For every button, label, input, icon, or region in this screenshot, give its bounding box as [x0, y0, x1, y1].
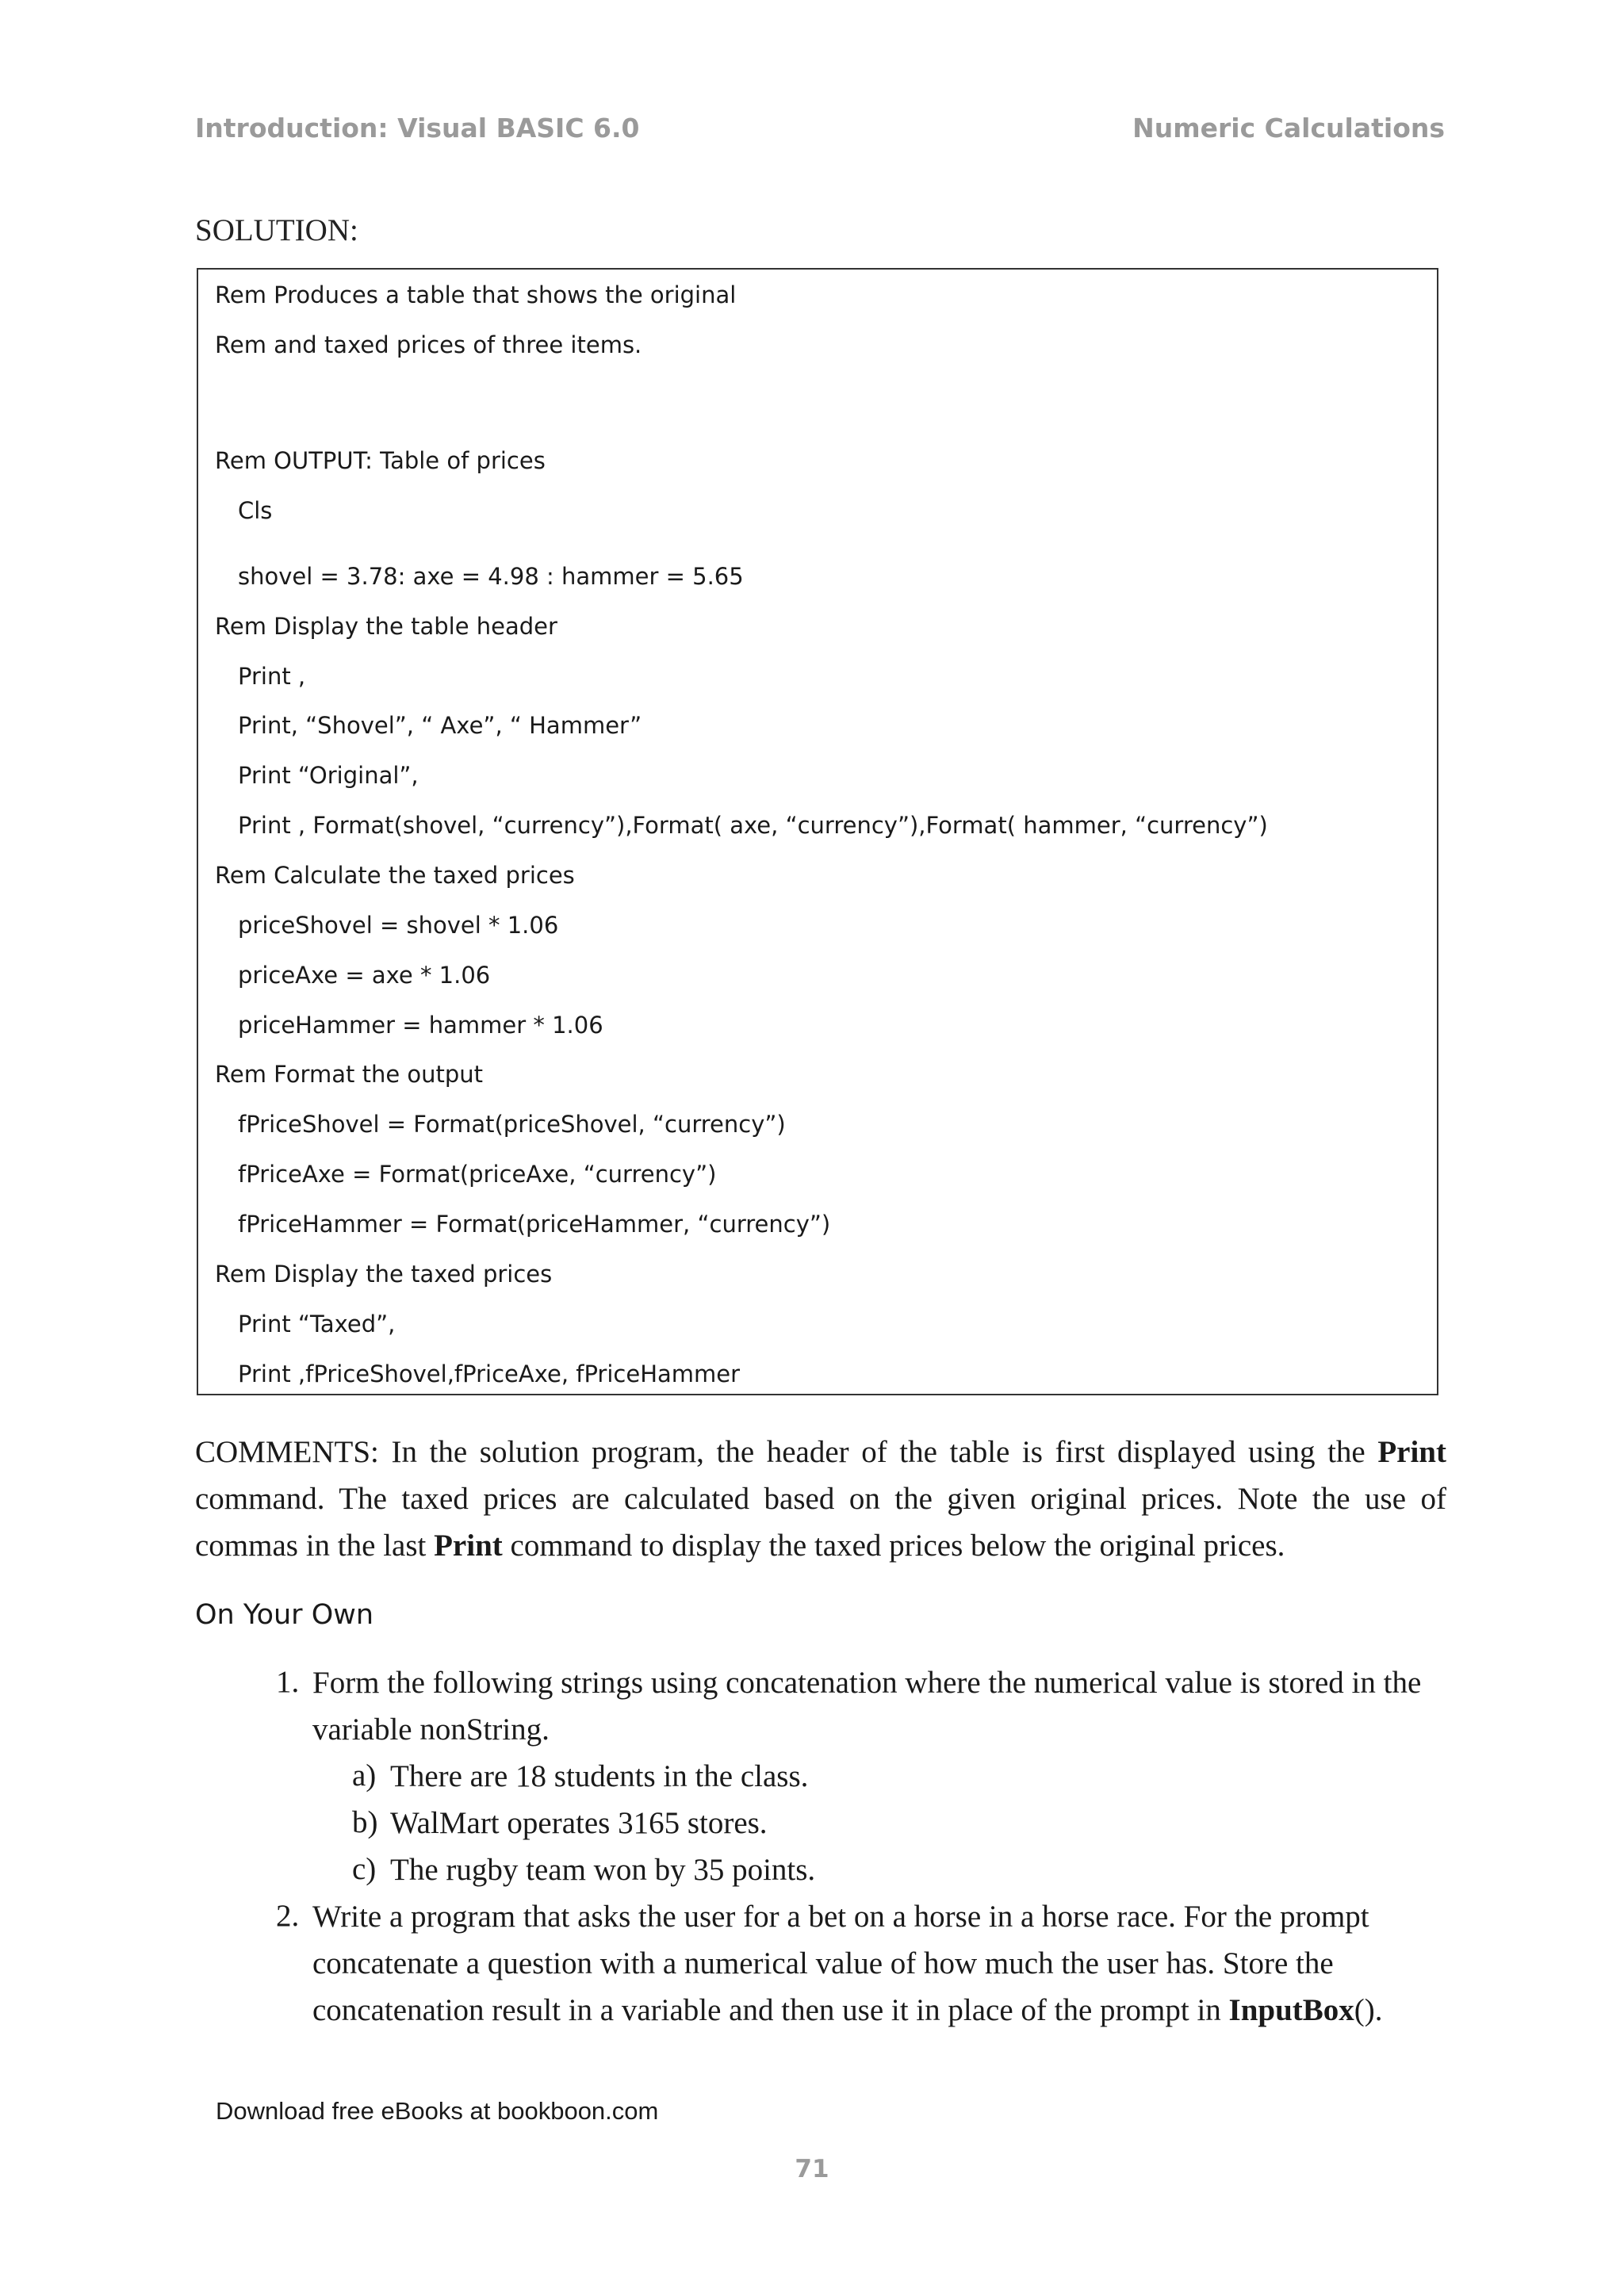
comments-paragraph: COMMENTS: In the solution program, the header of the table is first displayed using the Print command. The taxed prices are calculated based on the given original prices. Note the use of commas in the last Print command to display the taxed prices below the original prices. [195, 1435, 1446, 1563]
sub-item-label: c) [352, 1852, 377, 1886]
code-line: Print “Taxed”, [238, 1311, 396, 1337]
code-line: Print , [238, 663, 306, 690]
code-line: Cls [238, 497, 273, 524]
solution-label: SOLUTION: [195, 213, 358, 247]
code-line: Rem Display the taxed prices [215, 1261, 553, 1288]
list-item-number: 1. [276, 1665, 300, 1699]
code-line: Print ,fPriceShovel,fPriceAxe, fPriceHammer [238, 1360, 741, 1387]
code-line: fPriceAxe = Format(priceAxe, “currency”) [238, 1161, 717, 1188]
on-your-own-heading: On Your Own [195, 1599, 374, 1631]
code-line: priceAxe = axe * 1.06 [238, 962, 491, 989]
code-line: Rem and taxed prices of three items. [215, 331, 642, 358]
code-line: fPriceHammer = Format(priceHammer, “currency”) [238, 1211, 831, 1238]
code-line: priceHammer = hammer * 1.06 [238, 1012, 603, 1039]
sub-item-text: The rugby team won by 35 points. [390, 1853, 816, 1887]
running-header-right: Numeric Calculations [1132, 113, 1445, 144]
download-footer-link[interactable]: Download free eBooks at bookboon.com [216, 2097, 659, 2125]
code-line: Rem Display the table header [215, 613, 557, 640]
running-header-left: Introduction: Visual BASIC 6.0 [195, 113, 640, 144]
code-line: Rem Produces a table that shows the original [215, 281, 737, 308]
code-line: Print , Format(shovel, “currency”),Format( axe, “currency”),Format( hammer, “currency”) [238, 812, 1268, 839]
sub-item-label: b) [352, 1805, 378, 1839]
list-item-number: 2. [276, 1899, 300, 1933]
code-line: fPriceShovel = Format(priceShovel, “currency”) [238, 1111, 786, 1138]
code-line: Print “Original”, [238, 762, 419, 789]
page-number: 71 [795, 2155, 829, 2183]
code-line: Rem Calculate the taxed prices [215, 862, 575, 889]
code-listing-box [197, 268, 1438, 1395]
code-line: priceShovel = shovel * 1.06 [238, 912, 559, 939]
code-line: shovel = 3.78: axe = 4.98 : hammer = 5.65 [238, 563, 744, 590]
list-item-text: Write a program that asks the user for a bet on a horse in a horse race. For the prompt concatenate a question with a numerical value of how much the user has. Store the concatenation result in a variable and then use it in place of the prompt in InputBox(). [312, 1900, 1383, 2027]
sub-item-label: a) [352, 1758, 377, 1793]
code-line: Rem Format the output [215, 1061, 484, 1088]
sub-item-text: WalMart operates 3165 stores. [390, 1806, 768, 1840]
code-line: Print, “Shovel”, “ Axe”, “ Hammer” [238, 712, 642, 739]
sub-item-text: There are 18 students in the class. [390, 1759, 809, 1793]
code-line: Rem OUTPUT: Table of prices [215, 447, 546, 474]
list-item-text: Form the following strings using concatenation where the numerical value is stored in the variable nonString. [312, 1666, 1422, 1747]
